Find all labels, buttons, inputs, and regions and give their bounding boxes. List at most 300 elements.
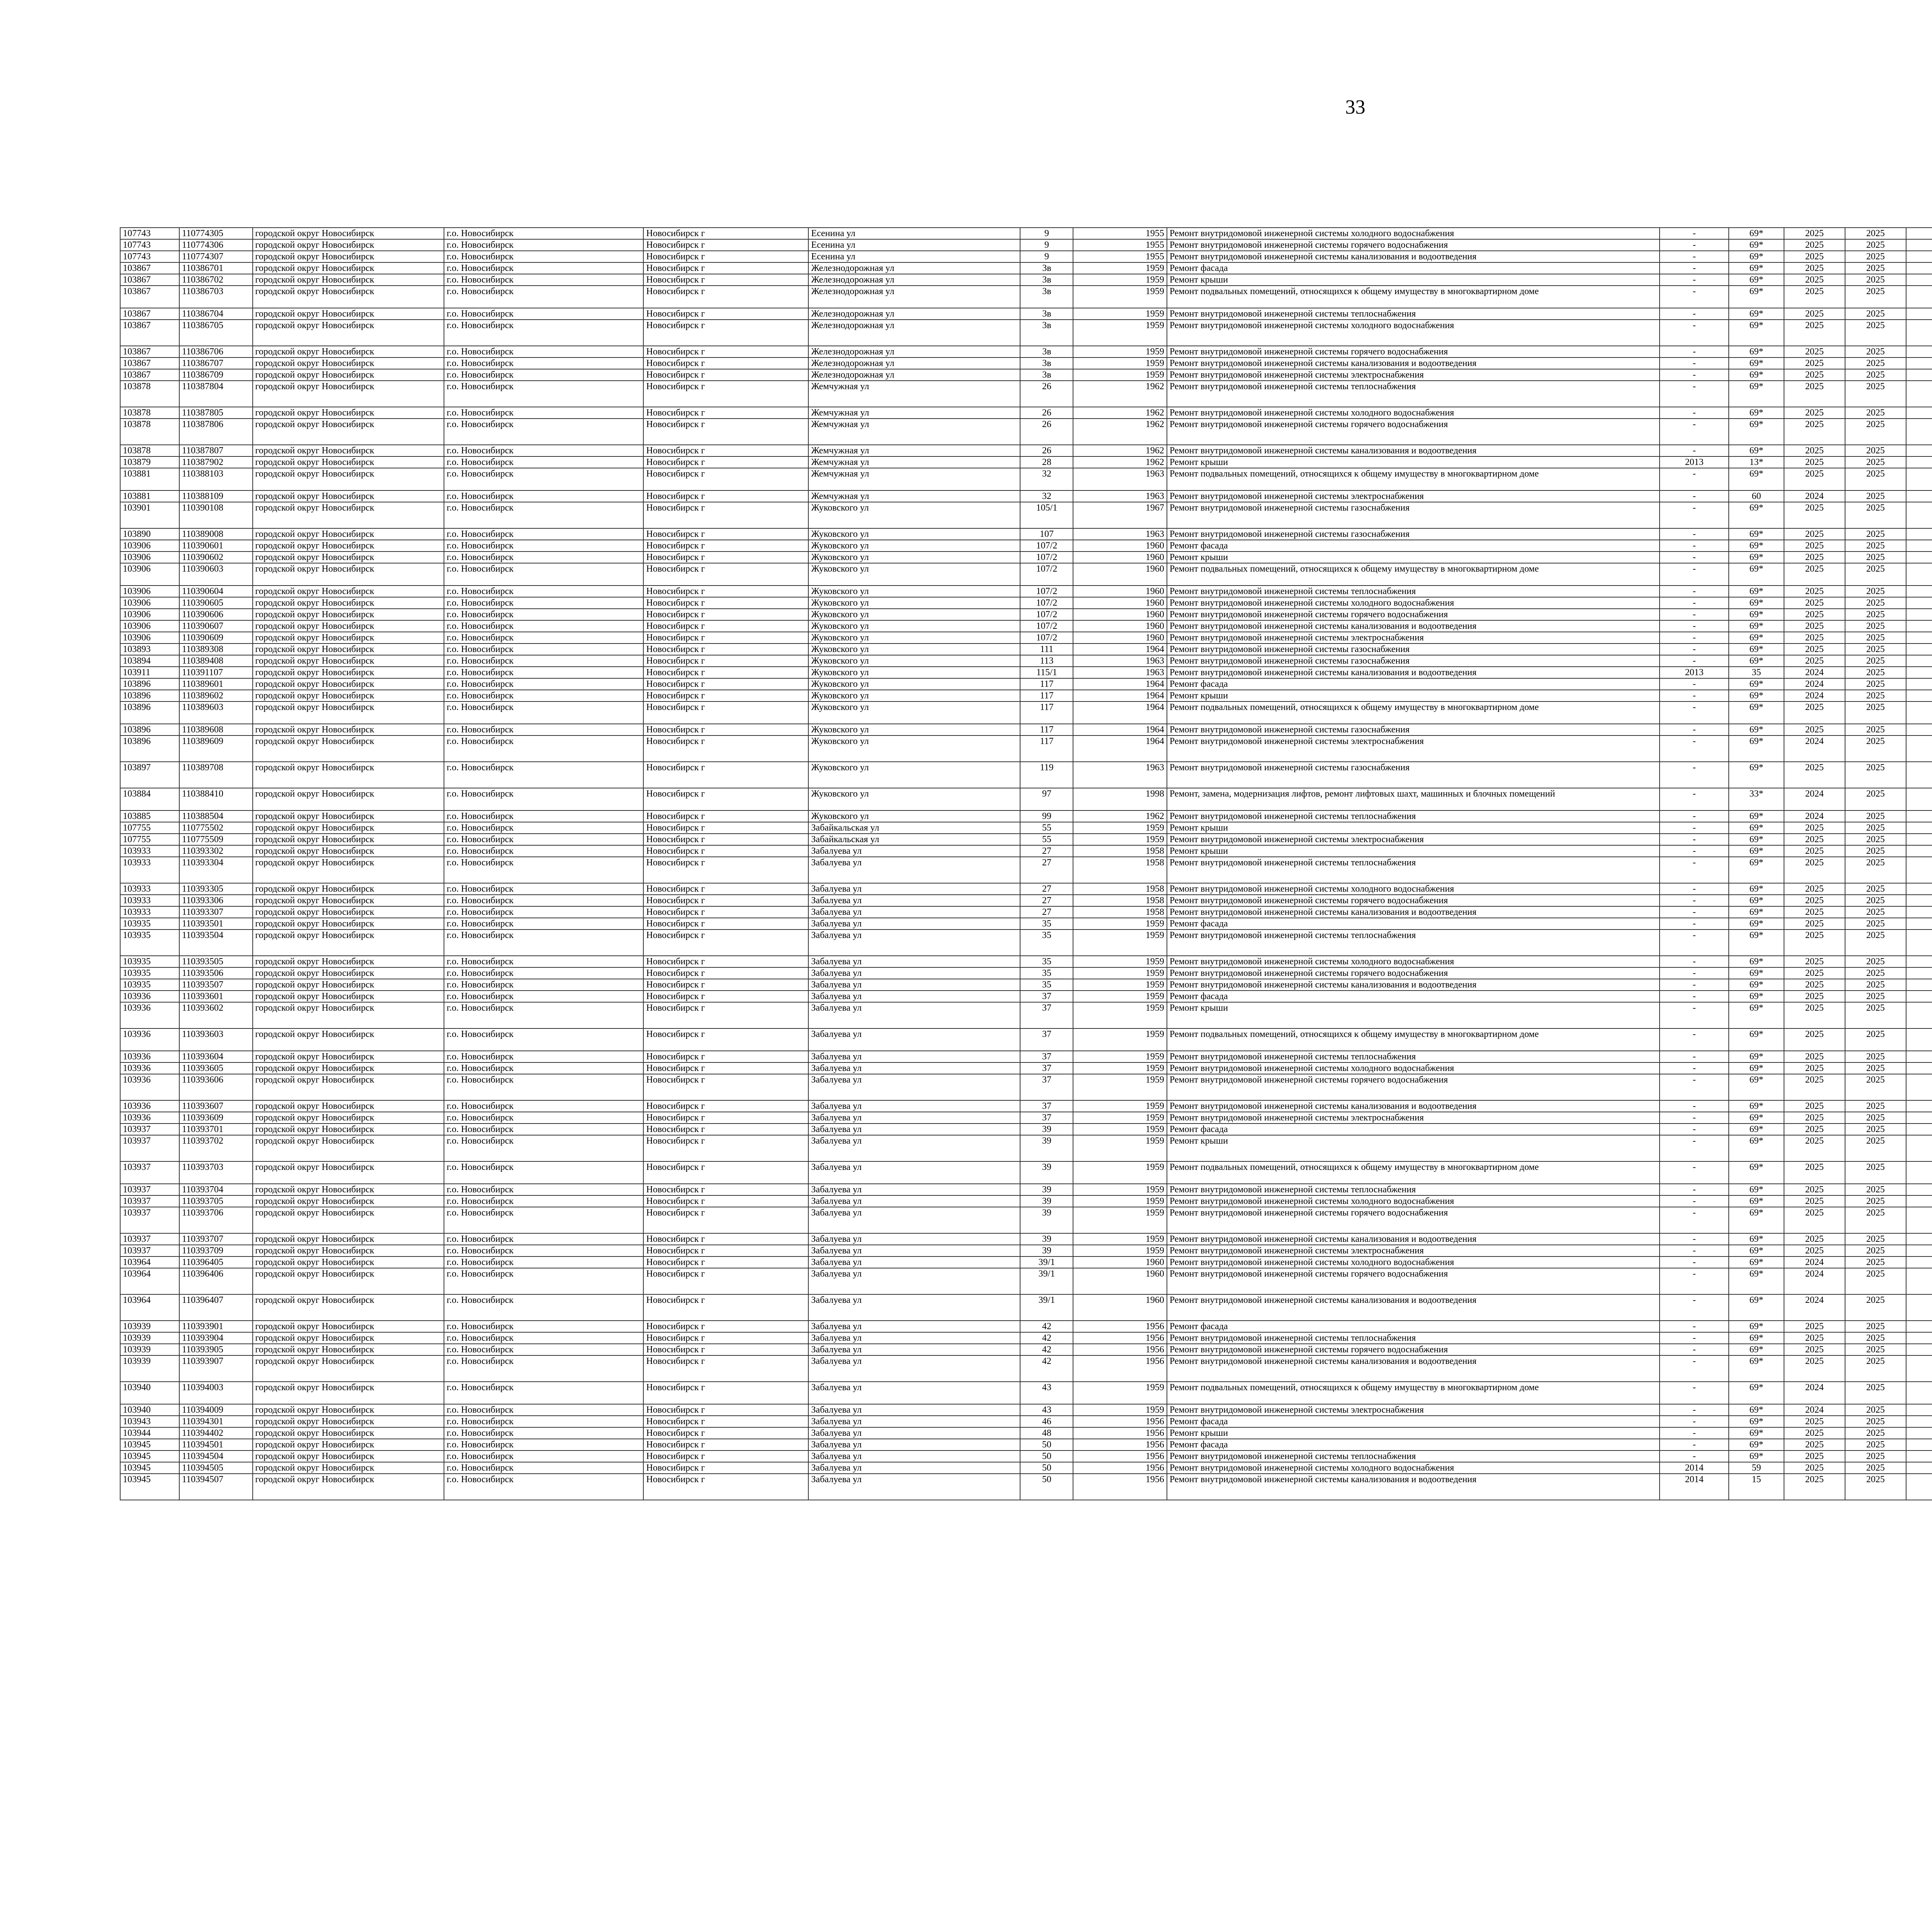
cell-house-id: 103896 xyxy=(120,735,179,762)
cell-work-id: 110386702 xyxy=(179,274,253,286)
cell-cost-total xyxy=(1906,358,1932,369)
cell-house-number: 107/2 xyxy=(1020,563,1073,586)
cell-last-repair-year: - xyxy=(1660,930,1729,956)
cell-street: Жуковского ул xyxy=(808,678,1020,690)
cell-cost-total xyxy=(1906,845,1932,857)
cell-municipal-district: городской округ Новосибирск xyxy=(253,1112,444,1124)
cell-last-repair-year: - xyxy=(1660,1207,1729,1233)
cell-municipal-district: городской округ Новосибирск xyxy=(253,906,444,918)
cell-locality: Новосибирск г xyxy=(643,667,808,678)
cell-street: Забалуева ул xyxy=(808,1416,1020,1427)
cell-build-year: 1959 xyxy=(1073,956,1167,967)
table-row xyxy=(120,251,1932,262)
cell-street: Жуковского ул xyxy=(808,552,1020,563)
cell-build-year: 1959 xyxy=(1073,1135,1167,1161)
cell-wear-percent: 69* xyxy=(1729,1124,1784,1135)
cell-build-year: 1956 xyxy=(1073,1355,1167,1382)
cell-build-year: 1960 xyxy=(1073,620,1167,632)
cell-plan-year-start: 2025 xyxy=(1784,724,1845,735)
cell-house-id: 103964 xyxy=(120,1294,179,1321)
cell-street: Забалуева ул xyxy=(808,906,1020,918)
cell-house-number: 39 xyxy=(1020,1135,1073,1161)
cell-last-repair-year: - xyxy=(1660,1074,1729,1100)
cell-house-id: 103906 xyxy=(120,620,179,632)
table-row xyxy=(120,1051,1932,1062)
cell-plan-year-start: 2025 xyxy=(1784,967,1845,979)
cell-build-year: 1959 xyxy=(1073,1062,1167,1074)
cell-plan-year-start: 2025 xyxy=(1784,1051,1845,1062)
cell-wear-percent: 69* xyxy=(1729,1382,1784,1404)
cell-work-id: 110389408 xyxy=(179,655,253,667)
cell-cost-total xyxy=(1906,918,1932,930)
cell-last-repair-year: - xyxy=(1660,381,1729,407)
cell-build-year: 1956 xyxy=(1073,1321,1167,1332)
table-row xyxy=(120,609,1932,620)
cell-work-type: Ремонт внутридомовой инженерной системы электроснабжения xyxy=(1167,369,1660,381)
cell-municipal-district: городской округ Новосибирск xyxy=(253,445,444,456)
cell-house-number: 42 xyxy=(1020,1344,1073,1355)
cell-work-id: 110396405 xyxy=(179,1256,253,1268)
cell-street: Жуковского ул xyxy=(808,810,1020,822)
cell-work-type: Ремонт внутридомовой инженерной системы холодного водоснабжения xyxy=(1167,1462,1660,1474)
cell-work-id: 110393302 xyxy=(179,845,253,857)
cell-street: Забалуева ул xyxy=(808,1344,1020,1355)
cell-municipal-entity: г.о. Новосибирск xyxy=(444,468,643,490)
cell-build-year: 1960 xyxy=(1073,1294,1167,1321)
cell-plan-year-end: 2025 xyxy=(1845,667,1906,678)
cell-last-repair-year: - xyxy=(1660,1416,1729,1427)
cell-wear-percent: 69* xyxy=(1729,1416,1784,1427)
cell-last-repair-year: - xyxy=(1660,262,1729,274)
cell-locality: Новосибирск г xyxy=(643,239,808,251)
cell-plan-year-start: 2025 xyxy=(1784,528,1845,540)
cell-build-year: 1959 xyxy=(1073,918,1167,930)
cell-locality: Новосибирск г xyxy=(643,991,808,1002)
cell-last-repair-year: - xyxy=(1660,632,1729,644)
cell-work-id: 110393606 xyxy=(179,1074,253,1100)
cell-street: Забалуева ул xyxy=(808,1321,1020,1332)
cell-municipal-district: городской округ Новосибирск xyxy=(253,239,444,251)
cell-locality: Новосибирск г xyxy=(643,1382,808,1404)
cell-work-id: 110393306 xyxy=(179,895,253,906)
table-row xyxy=(120,1439,1932,1451)
cell-plan-year-end: 2025 xyxy=(1845,918,1906,930)
cell-plan-year-end: 2025 xyxy=(1845,381,1906,407)
cell-work-id: 110393609 xyxy=(179,1112,253,1124)
cell-work-id: 110387806 xyxy=(179,419,253,445)
cell-wear-percent: 69* xyxy=(1729,845,1784,857)
cell-municipal-entity: г.о. Новосибирск xyxy=(444,1051,643,1062)
cell-cost-total xyxy=(1906,609,1932,620)
cell-work-type: Ремонт внутридомовой инженерной системы горячего водоснабжения xyxy=(1167,609,1660,620)
cell-wear-percent: 69* xyxy=(1729,445,1784,456)
cell-plan-year-start: 2025 xyxy=(1784,1184,1845,1195)
table-row xyxy=(120,419,1932,445)
cell-municipal-entity: г.о. Новосибирск xyxy=(444,1344,643,1355)
cell-work-type: Ремонт фасада xyxy=(1167,540,1660,552)
cell-municipal-district: городской округ Новосибирск xyxy=(253,502,444,528)
cell-work-type: Ремонт внутридомовой инженерной системы холодного водоснабжения xyxy=(1167,1195,1660,1207)
cell-build-year: 1962 xyxy=(1073,456,1167,468)
cell-wear-percent: 69* xyxy=(1729,1112,1784,1124)
cell-municipal-district: городской округ Новосибирск xyxy=(253,1427,444,1439)
cell-municipal-district: городской округ Новосибирск xyxy=(253,456,444,468)
cell-plan-year-start: 2025 xyxy=(1784,369,1845,381)
cell-cost-total xyxy=(1906,895,1932,906)
cell-work-id: 110393907 xyxy=(179,1355,253,1382)
cell-municipal-district: городской округ Новосибирск xyxy=(253,1451,444,1462)
cell-house-number: 32 xyxy=(1020,490,1073,502)
cell-municipal-district: городской округ Новосибирск xyxy=(253,655,444,667)
cell-plan-year-end: 2025 xyxy=(1845,540,1906,552)
cell-wear-percent: 69* xyxy=(1729,857,1784,883)
cell-work-type: Ремонт крыши xyxy=(1167,1002,1660,1028)
cell-build-year: 1962 xyxy=(1073,407,1167,419)
cell-plan-year-end: 2025 xyxy=(1845,1112,1906,1124)
cell-municipal-entity: г.о. Новосибирск xyxy=(444,1355,643,1382)
cell-plan-year-start: 2025 xyxy=(1784,540,1845,552)
cell-cost-total xyxy=(1906,883,1932,895)
cell-wear-percent: 69* xyxy=(1729,419,1784,445)
cell-work-id: 110390603 xyxy=(179,563,253,586)
cell-locality: Новосибирск г xyxy=(643,540,808,552)
cell-municipal-entity: г.о. Новосибирск xyxy=(444,735,643,762)
cell-plan-year-start: 2025 xyxy=(1784,1355,1845,1382)
cell-wear-percent: 69* xyxy=(1729,1245,1784,1256)
cell-house-number: 107/2 xyxy=(1020,609,1073,620)
cell-work-id: 110389601 xyxy=(179,678,253,690)
cell-work-type: Ремонт внутридомовой инженерной системы канализования и водоотведения xyxy=(1167,251,1660,262)
cell-work-type: Ремонт крыши xyxy=(1167,1427,1660,1439)
cell-street: Забалуева ул xyxy=(808,1161,1020,1184)
cell-plan-year-end: 2025 xyxy=(1845,358,1906,369)
cell-build-year: 1959 xyxy=(1073,1233,1167,1245)
cell-house-number: 43 xyxy=(1020,1382,1073,1404)
cell-build-year: 1998 xyxy=(1073,788,1167,810)
cell-wear-percent: 69* xyxy=(1729,979,1784,991)
cell-work-type: Ремонт внутридомовой инженерной системы холодного водоснабжения xyxy=(1167,407,1660,419)
cell-last-repair-year: - xyxy=(1660,540,1729,552)
cell-wear-percent: 69* xyxy=(1729,308,1784,320)
cell-locality: Новосибирск г xyxy=(643,1051,808,1062)
cell-municipal-district: городской округ Новосибирск xyxy=(253,930,444,956)
cell-house-id: 103937 xyxy=(120,1245,179,1256)
cell-plan-year-end: 2025 xyxy=(1845,320,1906,346)
cell-municipal-entity: г.о. Новосибирск xyxy=(444,930,643,956)
cell-house-number: 39 xyxy=(1020,1184,1073,1195)
cell-plan-year-start: 2025 xyxy=(1784,1195,1845,1207)
cell-work-id: 110394402 xyxy=(179,1427,253,1439)
cell-work-type: Ремонт внутридомовой инженерной системы газоснабжения xyxy=(1167,655,1660,667)
cell-last-repair-year: - xyxy=(1660,1245,1729,1256)
cell-house-number: 37 xyxy=(1020,1051,1073,1062)
cell-house-number: 107/2 xyxy=(1020,586,1073,597)
cell-wear-percent: 69* xyxy=(1729,1233,1784,1245)
cell-municipal-district: городской округ Новосибирск xyxy=(253,1344,444,1355)
cell-municipal-district: городской округ Новосибирск xyxy=(253,597,444,609)
cell-work-type: Ремонт внутридомовой инженерной системы теплоснабжения xyxy=(1167,586,1660,597)
cell-municipal-district: городской округ Новосибирск xyxy=(253,308,444,320)
cell-house-number: 115/1 xyxy=(1020,667,1073,678)
cell-build-year: 1959 xyxy=(1073,369,1167,381)
cell-wear-percent: 69* xyxy=(1729,1344,1784,1355)
table-row xyxy=(120,1100,1932,1112)
cell-plan-year-start: 2025 xyxy=(1784,1245,1845,1256)
cell-street: Жуковского ул xyxy=(808,609,1020,620)
cell-work-id: 110390108 xyxy=(179,502,253,528)
cell-work-id: 110774306 xyxy=(179,239,253,251)
cell-work-type: Ремонт внутридомовой инженерной системы теплоснабжения xyxy=(1167,930,1660,956)
cell-work-id: 110386704 xyxy=(179,308,253,320)
cell-plan-year-end: 2025 xyxy=(1845,1062,1906,1074)
cell-cost-total xyxy=(1906,967,1932,979)
cell-wear-percent: 69* xyxy=(1729,1355,1784,1382)
cell-locality: Новосибирск г xyxy=(643,1427,808,1439)
table-row xyxy=(120,655,1932,667)
cell-municipal-district: городской округ Новосибирск xyxy=(253,632,444,644)
cell-street: Забалуева ул xyxy=(808,991,1020,1002)
cell-house-number: 42 xyxy=(1020,1355,1073,1382)
cell-house-id: 103939 xyxy=(120,1355,179,1382)
cell-locality: Новосибирск г xyxy=(643,834,808,845)
cell-cost-total xyxy=(1906,502,1932,528)
cell-build-year: 1959 xyxy=(1073,346,1167,358)
cell-plan-year-start: 2025 xyxy=(1784,1474,1845,1500)
cell-street: Железнодорожная ул xyxy=(808,286,1020,308)
cell-build-year: 1956 xyxy=(1073,1344,1167,1355)
cell-wear-percent: 69* xyxy=(1729,597,1784,609)
cell-house-id: 103936 xyxy=(120,991,179,1002)
cell-work-type: Ремонт внутридомовой инженерной системы электроснабжения xyxy=(1167,1112,1660,1124)
table-row xyxy=(120,1135,1932,1161)
cell-last-repair-year: - xyxy=(1660,1184,1729,1195)
cell-house-number: 50 xyxy=(1020,1474,1073,1500)
cell-municipal-district: городской округ Новосибирск xyxy=(253,468,444,490)
cell-municipal-entity: г.о. Новосибирск xyxy=(444,724,643,735)
cell-locality: Новосибирск г xyxy=(643,1344,808,1355)
cell-municipal-district: городской округ Новосибирск xyxy=(253,609,444,620)
cell-municipal-district: городской округ Новосибирск xyxy=(253,1474,444,1500)
cell-house-number: 39 xyxy=(1020,1233,1073,1245)
cell-cost-total xyxy=(1906,381,1932,407)
cell-plan-year-start: 2025 xyxy=(1784,468,1845,490)
cell-last-repair-year: - xyxy=(1660,678,1729,690)
cell-house-number: 97 xyxy=(1020,788,1073,810)
cell-cost-total xyxy=(1906,632,1932,644)
cell-house-number: 27 xyxy=(1020,857,1073,883)
cell-street: Жуковского ул xyxy=(808,788,1020,810)
cell-last-repair-year: - xyxy=(1660,644,1729,655)
cell-street: Есенина ул xyxy=(808,228,1020,239)
cell-house-id: 103881 xyxy=(120,468,179,490)
cell-build-year: 1964 xyxy=(1073,644,1167,655)
cell-house-number: 50 xyxy=(1020,1462,1073,1474)
cell-build-year: 1963 xyxy=(1073,655,1167,667)
cell-last-repair-year: - xyxy=(1660,358,1729,369)
cell-work-id: 110389603 xyxy=(179,701,253,724)
cell-plan-year-end: 2025 xyxy=(1845,788,1906,810)
cell-municipal-entity: г.о. Новосибирск xyxy=(444,1207,643,1233)
cell-cost-total xyxy=(1906,991,1932,1002)
cell-wear-percent: 33* xyxy=(1729,788,1784,810)
cell-locality: Новосибирск г xyxy=(643,1112,808,1124)
cell-locality: Новосибирск г xyxy=(643,967,808,979)
cell-street: Железнодорожная ул xyxy=(808,320,1020,346)
cell-wear-percent: 69* xyxy=(1729,1051,1784,1062)
cell-last-repair-year: - xyxy=(1660,445,1729,456)
cell-wear-percent: 69* xyxy=(1729,834,1784,845)
cell-wear-percent: 69* xyxy=(1729,1100,1784,1112)
cell-last-repair-year: - xyxy=(1660,762,1729,788)
cell-plan-year-start: 2025 xyxy=(1784,1451,1845,1462)
cell-municipal-entity: г.о. Новосибирск xyxy=(444,918,643,930)
cell-locality: Новосибирск г xyxy=(643,724,808,735)
cell-locality: Новосибирск г xyxy=(643,632,808,644)
cell-house-id: 103939 xyxy=(120,1321,179,1332)
cell-work-type: Ремонт фасада xyxy=(1167,1439,1660,1451)
cell-house-id: 103893 xyxy=(120,644,179,655)
cell-work-type: Ремонт внутридомовой инженерной системы горячего водоснабжения xyxy=(1167,967,1660,979)
table-row xyxy=(120,1245,1932,1256)
cell-cost-total xyxy=(1906,1439,1932,1451)
cell-cost-total xyxy=(1906,1474,1932,1500)
cell-work-id: 110386701 xyxy=(179,262,253,274)
cell-work-id: 110393507 xyxy=(179,979,253,991)
cell-municipal-district: городской округ Новосибирск xyxy=(253,678,444,690)
cell-plan-year-start: 2025 xyxy=(1784,456,1845,468)
cell-municipal-district: городской округ Новосибирск xyxy=(253,788,444,810)
cell-work-id: 110393703 xyxy=(179,1161,253,1184)
cell-build-year: 1960 xyxy=(1073,563,1167,586)
cell-work-type: Ремонт внутридомовой инженерной системы электроснабжения xyxy=(1167,834,1660,845)
cell-work-id: 110394501 xyxy=(179,1439,253,1451)
cell-cost-total xyxy=(1906,834,1932,845)
cell-house-id: 103896 xyxy=(120,701,179,724)
cell-house-number: 37 xyxy=(1020,991,1073,1002)
cell-house-id: 103935 xyxy=(120,967,179,979)
cell-work-id: 110393604 xyxy=(179,1051,253,1062)
table-row xyxy=(120,1233,1932,1245)
cell-municipal-district: городской округ Новосибирск xyxy=(253,1233,444,1245)
cell-last-repair-year: - xyxy=(1660,528,1729,540)
table-row xyxy=(120,262,1932,274)
cell-work-id: 110386705 xyxy=(179,320,253,346)
cell-wear-percent: 69* xyxy=(1729,1135,1784,1161)
cell-municipal-entity: г.о. Новосибирск xyxy=(444,251,643,262)
cell-municipal-entity: г.о. Новосибирск xyxy=(444,320,643,346)
cell-work-type: Ремонт внутридомовой инженерной системы газоснабжения xyxy=(1167,762,1660,788)
cell-work-id: 110393905 xyxy=(179,1344,253,1355)
cell-work-type: Ремонт крыши xyxy=(1167,822,1660,834)
cell-work-id: 110390601 xyxy=(179,540,253,552)
cell-house-id: 103945 xyxy=(120,1474,179,1500)
cell-cost-total xyxy=(1906,1344,1932,1355)
cell-cost-total xyxy=(1906,810,1932,822)
table-row xyxy=(120,358,1932,369)
cell-municipal-entity: г.о. Новосибирск xyxy=(444,563,643,586)
cell-street: Забалуева ул xyxy=(808,1332,1020,1344)
cell-municipal-district: городской округ Новосибирск xyxy=(253,528,444,540)
cell-last-repair-year: - xyxy=(1660,274,1729,286)
cell-wear-percent: 69* xyxy=(1729,1451,1784,1462)
cell-plan-year-start: 2025 xyxy=(1784,1462,1845,1474)
cell-work-id: 110393501 xyxy=(179,918,253,930)
cell-wear-percent: 59 xyxy=(1729,1462,1784,1474)
table-row xyxy=(120,586,1932,597)
table-row xyxy=(120,502,1932,528)
cell-plan-year-start: 2025 xyxy=(1784,883,1845,895)
cell-municipal-district: городской округ Новосибирск xyxy=(253,701,444,724)
table-row xyxy=(120,1321,1932,1332)
cell-build-year: 1959 xyxy=(1073,358,1167,369)
cell-cost-total xyxy=(1906,1124,1932,1135)
cell-municipal-entity: г.о. Новосибирск xyxy=(444,620,643,632)
cell-street: Жемчужная ул xyxy=(808,407,1020,419)
cell-municipal-district: городской округ Новосибирск xyxy=(253,1439,444,1451)
cell-last-repair-year: - xyxy=(1660,1100,1729,1112)
cell-house-id: 103878 xyxy=(120,419,179,445)
cell-locality: Новосибирск г xyxy=(643,845,808,857)
table-row xyxy=(120,407,1932,419)
cell-build-year: 1959 xyxy=(1073,1382,1167,1404)
cell-house-id: 103867 xyxy=(120,262,179,274)
cell-wear-percent: 69* xyxy=(1729,407,1784,419)
cell-last-repair-year: - xyxy=(1660,1062,1729,1074)
cell-locality: Новосибирск г xyxy=(643,762,808,788)
cell-house-number: 3в xyxy=(1020,369,1073,381)
cell-plan-year-start: 2025 xyxy=(1784,918,1845,930)
cell-cost-total xyxy=(1906,735,1932,762)
cell-last-repair-year: - xyxy=(1660,834,1729,845)
cell-municipal-district: городской округ Новосибирск xyxy=(253,274,444,286)
cell-work-type: Ремонт подвальных помещений, относящихся к общему имуществу в многоквартирном доме xyxy=(1167,1028,1660,1051)
cell-build-year: 1962 xyxy=(1073,445,1167,456)
cell-work-type: Ремонт фасада xyxy=(1167,1416,1660,1427)
cell-municipal-district: городской округ Новосибирск xyxy=(253,834,444,845)
cell-municipal-entity: г.о. Новосибирск xyxy=(444,906,643,918)
cell-street: Забалуева ул xyxy=(808,1355,1020,1382)
cell-plan-year-start: 2025 xyxy=(1784,1074,1845,1100)
cell-work-type: Ремонт внутридомовой инженерной системы электроснабжения xyxy=(1167,735,1660,762)
table-row xyxy=(120,788,1932,810)
cell-work-type: Ремонт внутридомовой инженерной системы канализования и водоотведения xyxy=(1167,445,1660,456)
table-row xyxy=(120,381,1932,407)
cell-locality: Новосибирск г xyxy=(643,1207,808,1233)
table-row xyxy=(120,286,1932,308)
cell-last-repair-year: - xyxy=(1660,251,1729,262)
cell-plan-year-start: 2025 xyxy=(1784,655,1845,667)
cell-municipal-entity: г.о. Новосибирск xyxy=(444,810,643,822)
cell-locality: Новосибирск г xyxy=(643,1332,808,1344)
cell-plan-year-start: 2025 xyxy=(1784,991,1845,1002)
cell-municipal-district: городской округ Новосибирск xyxy=(253,1124,444,1135)
cell-work-id: 110386707 xyxy=(179,358,253,369)
cell-wear-percent: 69* xyxy=(1729,810,1784,822)
table-row xyxy=(120,369,1932,381)
cell-wear-percent: 69* xyxy=(1729,528,1784,540)
cell-last-repair-year: - xyxy=(1660,308,1729,320)
cell-last-repair-year: - xyxy=(1660,1112,1729,1124)
table-row xyxy=(120,979,1932,991)
cell-house-id: 103936 xyxy=(120,1028,179,1051)
cell-build-year: 1967 xyxy=(1073,502,1167,528)
cell-municipal-entity: г.о. Новосибирск xyxy=(444,262,643,274)
cell-municipal-entity: г.о. Новосибирск xyxy=(444,407,643,419)
cell-work-id: 110390607 xyxy=(179,620,253,632)
cell-street: Железнодорожная ул xyxy=(808,369,1020,381)
cell-work-id: 110393707 xyxy=(179,1233,253,1245)
cell-work-id: 110393605 xyxy=(179,1062,253,1074)
